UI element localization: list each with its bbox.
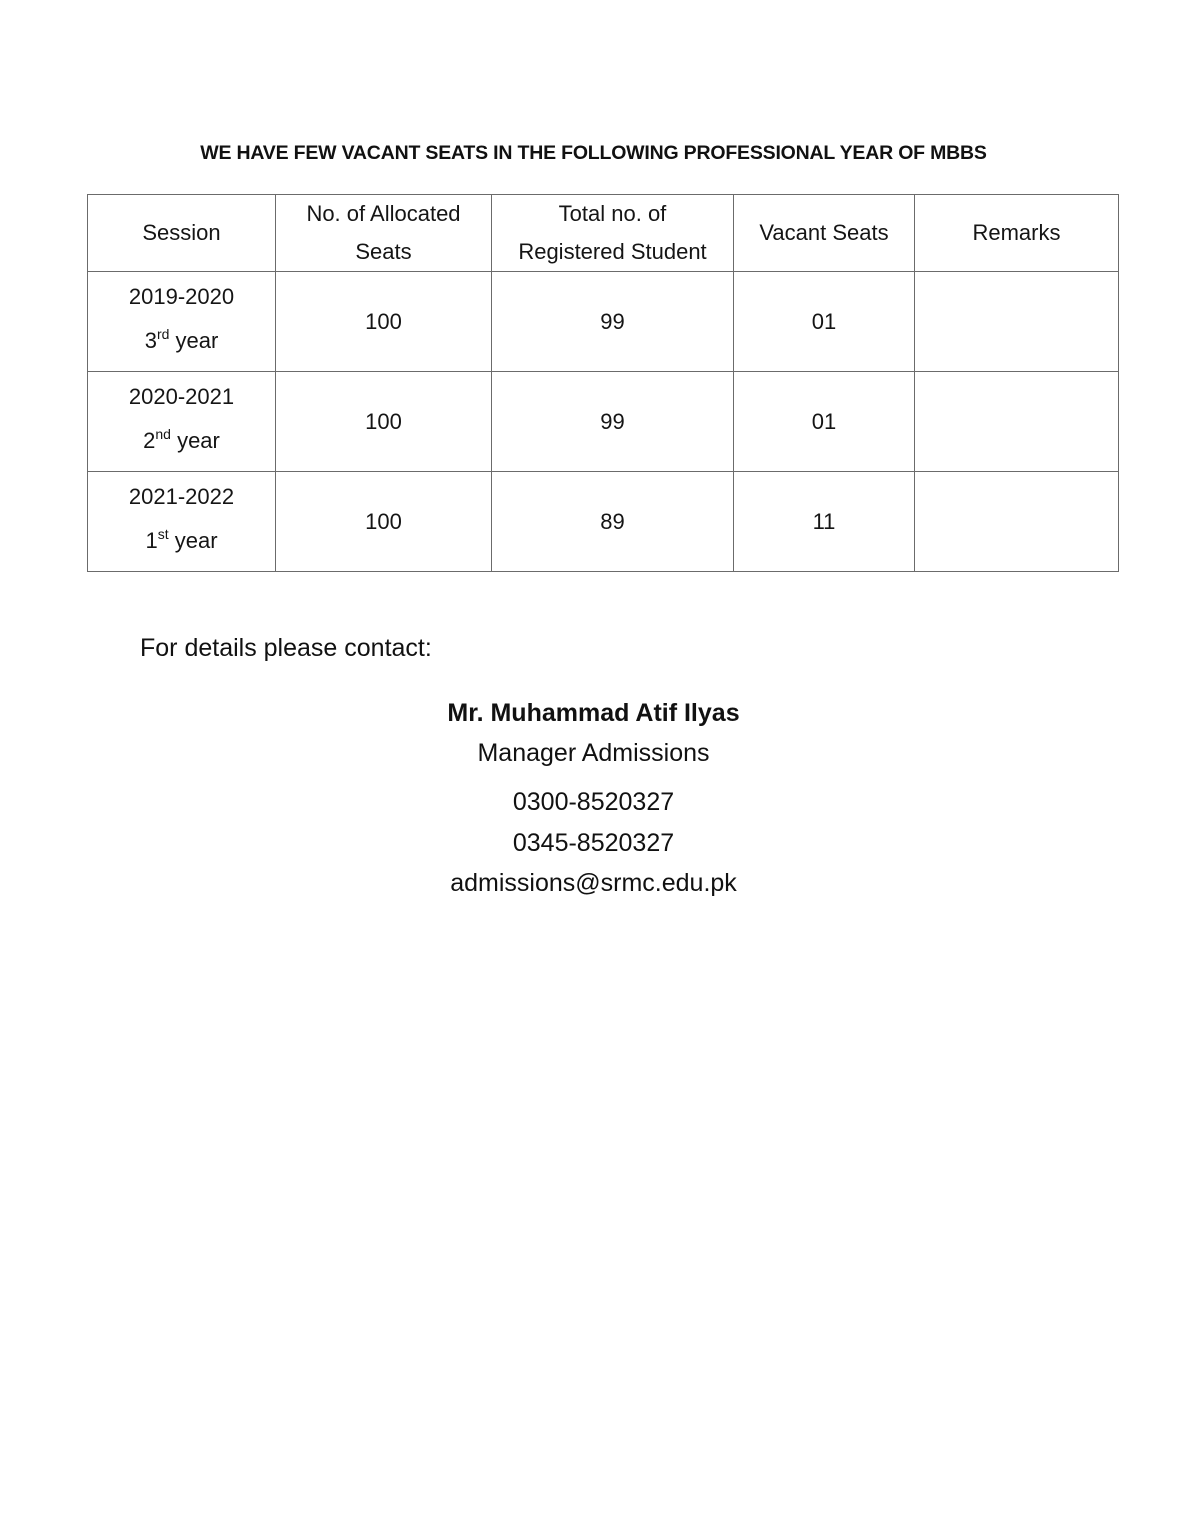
header-session [88, 195, 276, 272]
session-cell [88, 272, 276, 372]
contact-phone-1: 0300-8520327 [512, 788, 675, 816]
session-cell [88, 472, 276, 572]
session-range: 2020-2021 [128, 383, 235, 409]
table-header-row [88, 195, 1119, 272]
year-number: 3 [144, 327, 157, 353]
year-number: 1 [145, 527, 158, 553]
remarks-cell [915, 472, 1119, 572]
year-word: year [168, 527, 218, 553]
year-suffix: rd [156, 325, 170, 342]
header-allocated-seats [276, 195, 492, 272]
registered-students-cell: 99 [492, 372, 734, 472]
page-heading: WE HAVE FEW VACANT SEATS IN THE FOLLOWING PROFESSIONAL YEAR OF MBBS [200, 142, 987, 164]
header-session-label: Session [142, 220, 221, 245]
contact-details [0, 782, 1187, 904]
table-row [88, 472, 1119, 572]
vacant-seats-cell: 01 [734, 272, 915, 372]
contact-title: Manager Admissions [477, 739, 710, 767]
year-suffix: nd [155, 425, 171, 442]
header-remarks-label: Remarks [972, 220, 1061, 245]
session-range: 2021-2022 [128, 483, 235, 509]
header-remarks [915, 195, 1119, 272]
table-row [88, 372, 1119, 472]
remarks-cell [915, 372, 1119, 472]
header-registered-line1: Total no. of [558, 201, 667, 226]
allocated-seats-cell: 100 [276, 372, 492, 472]
vacant-seats-cell: 01 [734, 372, 915, 472]
registered-students-cell: 89 [492, 472, 734, 572]
contact-intro: For details please contact: [140, 634, 432, 662]
year-suffix: st [157, 525, 169, 542]
session-year [94, 316, 269, 366]
vacant-seats-table [87, 194, 1119, 572]
vacant-seats-cell: 11 [734, 472, 915, 572]
header-registered-students [492, 195, 734, 272]
header-registered-line2: Registered Student [518, 239, 707, 264]
allocated-seats-cell: 100 [276, 472, 492, 572]
session-year [94, 416, 269, 466]
table-row [88, 272, 1119, 372]
header-allocated-line1: No. of Allocated [306, 201, 461, 226]
contact-email: admissions@srmc.edu.pk [450, 869, 737, 897]
year-word: year [169, 327, 219, 353]
registered-students-cell: 99 [492, 272, 734, 372]
session-cell [88, 372, 276, 472]
allocated-seats-cell: 100 [276, 272, 492, 372]
contact-name: Mr. Muhammad Atif Ilyas [447, 699, 740, 727]
session-year [94, 516, 269, 566]
remarks-cell [915, 272, 1119, 372]
session-range: 2019-2020 [128, 283, 235, 309]
contact-phone-2: 0345-8520327 [512, 828, 675, 857]
year-word: year [170, 427, 220, 453]
contact-block [0, 694, 1187, 904]
header-vacant-label: Vacant Seats [759, 220, 889, 245]
year-number: 2 [143, 427, 156, 453]
header-vacant-seats [734, 195, 915, 272]
header-allocated-line2: Seats [355, 239, 412, 264]
